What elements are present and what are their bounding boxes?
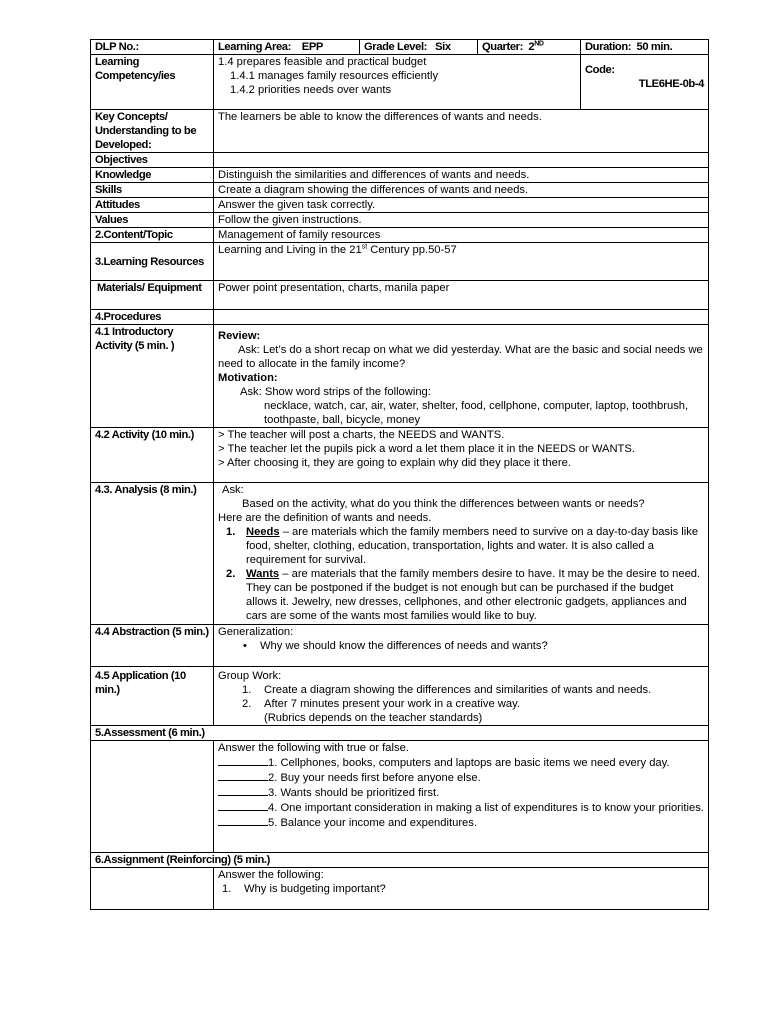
knowledge-row bbox=[91, 168, 709, 183]
competency-line-2: 1.4.1 manages family resources efficiently bbox=[230, 70, 439, 82]
application-item-1 bbox=[218, 683, 704, 697]
assessment-label-row bbox=[91, 726, 709, 741]
review-title: Review: bbox=[218, 330, 261, 342]
analysis-content bbox=[214, 483, 709, 625]
code-value: TLE6HE-0b-4 bbox=[638, 78, 704, 90]
competency-row bbox=[91, 55, 709, 110]
activity-line-1: > The teacher will post a charts, the NEEDS and WANTS. bbox=[218, 429, 505, 441]
assignment-label: 6.Assignment (Reinforcing) (5 min.) bbox=[91, 853, 709, 868]
assignment-item-text: Why is budgeting important? bbox=[244, 883, 386, 895]
assessment-item-5 bbox=[218, 815, 704, 830]
resources-text bbox=[214, 243, 709, 281]
intro-content bbox=[214, 325, 709, 428]
bullet-icon: • bbox=[243, 640, 247, 652]
abstraction-content bbox=[214, 625, 709, 667]
application-title: Group Work: bbox=[218, 670, 282, 682]
motivation-words-2: toothpaste, ball, bicycle, money bbox=[264, 414, 421, 426]
abstraction-row bbox=[91, 625, 709, 667]
assessment-item-3 bbox=[218, 785, 704, 800]
wants-text: – are materials that the family members desire to have. It may be the desire to need. They can be postponed if the budget is not enough but can be purchased if the budget allows it. Jewelry, new dresses, cellphones, and other electronic gadgets, appliances and cars are some of the wants most families would like to buy. bbox=[246, 568, 701, 622]
needs-item bbox=[222, 525, 704, 567]
application-item-2-text: After 7 minutes present your work in a creative way. bbox=[264, 698, 520, 710]
values-label: Values bbox=[91, 213, 214, 228]
assessment-item-5-text: 5. Balance your income and expenditures. bbox=[268, 817, 477, 829]
learning-area-cell: Learning Area: EPP bbox=[214, 40, 360, 55]
attitudes-text: Answer the given task correctly. bbox=[214, 198, 709, 213]
knowledge-label: Knowledge bbox=[91, 168, 214, 183]
wants-item bbox=[222, 567, 704, 623]
content-text: Management of family resources bbox=[214, 228, 709, 243]
answer-blank[interactable] bbox=[218, 800, 268, 811]
assignment-item-num: 1. bbox=[222, 883, 232, 895]
analysis-def-intro: Here are the definition of wants and needs. bbox=[218, 512, 432, 524]
application-item-2 bbox=[218, 697, 704, 711]
activity-content bbox=[214, 428, 709, 483]
assessment-label: 5.Assessment (6 min.) bbox=[91, 726, 709, 741]
procedures-label: 4.Procedures bbox=[91, 310, 214, 325]
assignment-content bbox=[214, 868, 709, 910]
skills-label: Skills bbox=[91, 183, 214, 198]
answer-blank[interactable] bbox=[218, 755, 268, 766]
analysis-row bbox=[91, 483, 709, 625]
assessment-item-1-text: 1. Cellphones, books, computers and laptops are basic items we need every day. bbox=[268, 757, 670, 769]
abstraction-label: 4.4 Abstraction (5 min.) bbox=[91, 625, 214, 667]
application-item-1-text: Create a diagram showing the differences and similarities of wants and needs. bbox=[264, 684, 652, 696]
assignment-empty bbox=[91, 868, 214, 910]
assessment-item-1 bbox=[218, 755, 704, 770]
attitudes-row bbox=[91, 198, 709, 213]
resources-row bbox=[91, 243, 709, 281]
resources-label: 3.Learning Resources bbox=[91, 243, 214, 281]
needs-text: – are materials which the family members need to survive on a day-to-day basis like food, shelter, clothing, education, transportation, lights and water. It is also called a requirement for survival. bbox=[246, 526, 699, 566]
abstraction-title: Generalization: bbox=[218, 626, 294, 638]
key-concepts-row bbox=[91, 110, 709, 153]
application-item-2-note: (Rubrics depends on the teacher standards) bbox=[264, 712, 483, 724]
analysis-question: Based on the activity, what do you think the differences between wants or needs? bbox=[242, 498, 645, 510]
resources-sup: st bbox=[361, 243, 368, 251]
procedures-empty bbox=[214, 310, 709, 325]
resources-post: Century pp.50-57 bbox=[367, 244, 457, 256]
duration-cell: Duration: 50 min. bbox=[581, 40, 709, 55]
content-row bbox=[91, 228, 709, 243]
needs-word: Needs bbox=[246, 526, 280, 538]
competency-line-1: 1.4 prepares feasible and practical budget bbox=[218, 56, 427, 68]
materials-row bbox=[91, 281, 709, 310]
analysis-label: 4.3. Analysis (8 min.) bbox=[91, 483, 214, 625]
quarter-cell bbox=[478, 40, 581, 55]
header-row bbox=[91, 40, 709, 55]
knowledge-text: Distinguish the similarities and differences of wants and needs. bbox=[214, 168, 709, 183]
application-label: 4.5 Application (10 min.) bbox=[91, 667, 214, 726]
code-cell bbox=[581, 55, 709, 110]
dlp-no-cell: DLP No.: bbox=[91, 40, 214, 55]
analysis-ask: Ask: bbox=[222, 484, 244, 496]
skills-text: Create a diagram showing the differences of wants and needs. bbox=[214, 183, 709, 198]
activity-label: 4.2 Activity (10 min.) bbox=[91, 428, 214, 483]
objectives-label: Objectives bbox=[91, 153, 214, 168]
motivation-words-1: necklace, watch, car, air, water, shelter, food, cellphone, computer, laptop, toothbrush, bbox=[264, 400, 689, 412]
motivation-ask: Ask: Show word strips of the following: bbox=[240, 386, 431, 398]
needs-num: 1. bbox=[226, 526, 236, 538]
assessment-item-3-text: 3. Wants should be prioritized first. bbox=[268, 787, 440, 799]
assignment-intro: Answer the following: bbox=[218, 869, 324, 881]
attitudes-label: Attitudes bbox=[91, 198, 214, 213]
assessment-intro: Answer the following with true or false. bbox=[218, 742, 409, 754]
objectives-empty bbox=[214, 153, 709, 168]
application-content bbox=[214, 667, 709, 726]
application-item-1-num: 1. bbox=[242, 684, 252, 696]
intro-label: 4.1 Introductory Activity (5 min. ) bbox=[91, 325, 214, 428]
answer-blank[interactable] bbox=[218, 785, 268, 796]
activity-line-3: > After choosing it, they are going to explain why did they place it there. bbox=[218, 457, 571, 469]
quarter-sup: ND bbox=[534, 40, 544, 48]
competency-label: Learning Competency/ies bbox=[91, 55, 214, 110]
key-concepts-label: Key Concepts/ Understanding to be Developed: bbox=[91, 110, 214, 153]
assessment-content bbox=[214, 741, 709, 853]
objectives-row bbox=[91, 153, 709, 168]
values-row bbox=[91, 213, 709, 228]
answer-blank[interactable] bbox=[218, 815, 268, 826]
values-text: Follow the given instructions. bbox=[214, 213, 709, 228]
intro-row bbox=[91, 325, 709, 428]
skills-row bbox=[91, 183, 709, 198]
dlp-table bbox=[90, 39, 709, 910]
wants-word: Wants bbox=[246, 568, 280, 580]
materials-text: Power point presentation, charts, manila paper bbox=[214, 281, 709, 310]
assessment-item-2 bbox=[218, 770, 704, 785]
assessment-empty bbox=[91, 741, 214, 853]
answer-blank[interactable] bbox=[218, 770, 268, 781]
motivation-title: Motivation: bbox=[218, 372, 278, 384]
assessment-item-2-text: 2. Buy your needs first before anyone else. bbox=[268, 772, 481, 784]
content-label: 2.Content/Topic bbox=[91, 228, 214, 243]
quarter-label: Quarter: 2 bbox=[482, 41, 535, 53]
code-label: Code: bbox=[585, 64, 615, 76]
materials-label: Materials/ Equipment bbox=[91, 281, 214, 310]
assignment-row bbox=[91, 868, 709, 910]
assignment-item bbox=[218, 882, 704, 896]
assessment-row bbox=[91, 741, 709, 853]
competency-line-3: 1.4.2 priorities needs over wants bbox=[230, 84, 392, 96]
assessment-item-4 bbox=[218, 800, 704, 815]
activity-line-2: > The teacher let the pupils pick a word a let them place it in the NEEDS or WANTS. bbox=[218, 443, 635, 455]
review-text: Ask: Let’s do a short recap on what we did yesterday. What are the basic and social needs we need to allocate in the family income? bbox=[218, 344, 703, 370]
procedures-row bbox=[91, 310, 709, 325]
application-item-2-num: 2. bbox=[242, 698, 252, 710]
assignment-label-row bbox=[91, 853, 709, 868]
key-concepts-text: The learners be able to know the differences of wants and needs. bbox=[214, 110, 709, 153]
abstraction-bullet-item bbox=[218, 639, 704, 653]
wants-num: 2. bbox=[226, 568, 236, 580]
competency-text bbox=[214, 55, 581, 110]
activity-row bbox=[91, 428, 709, 483]
grade-level-cell: Grade Level: Six bbox=[360, 40, 478, 55]
abstraction-bullet: Why we should know the differences of needs and wants? bbox=[260, 640, 548, 652]
application-row bbox=[91, 667, 709, 726]
resources-pre: Learning and Living in the 21 bbox=[218, 244, 362, 256]
assessment-item-4-text: 4. One important consideration in making a list of expenditures is to know your priorities. bbox=[268, 802, 704, 814]
